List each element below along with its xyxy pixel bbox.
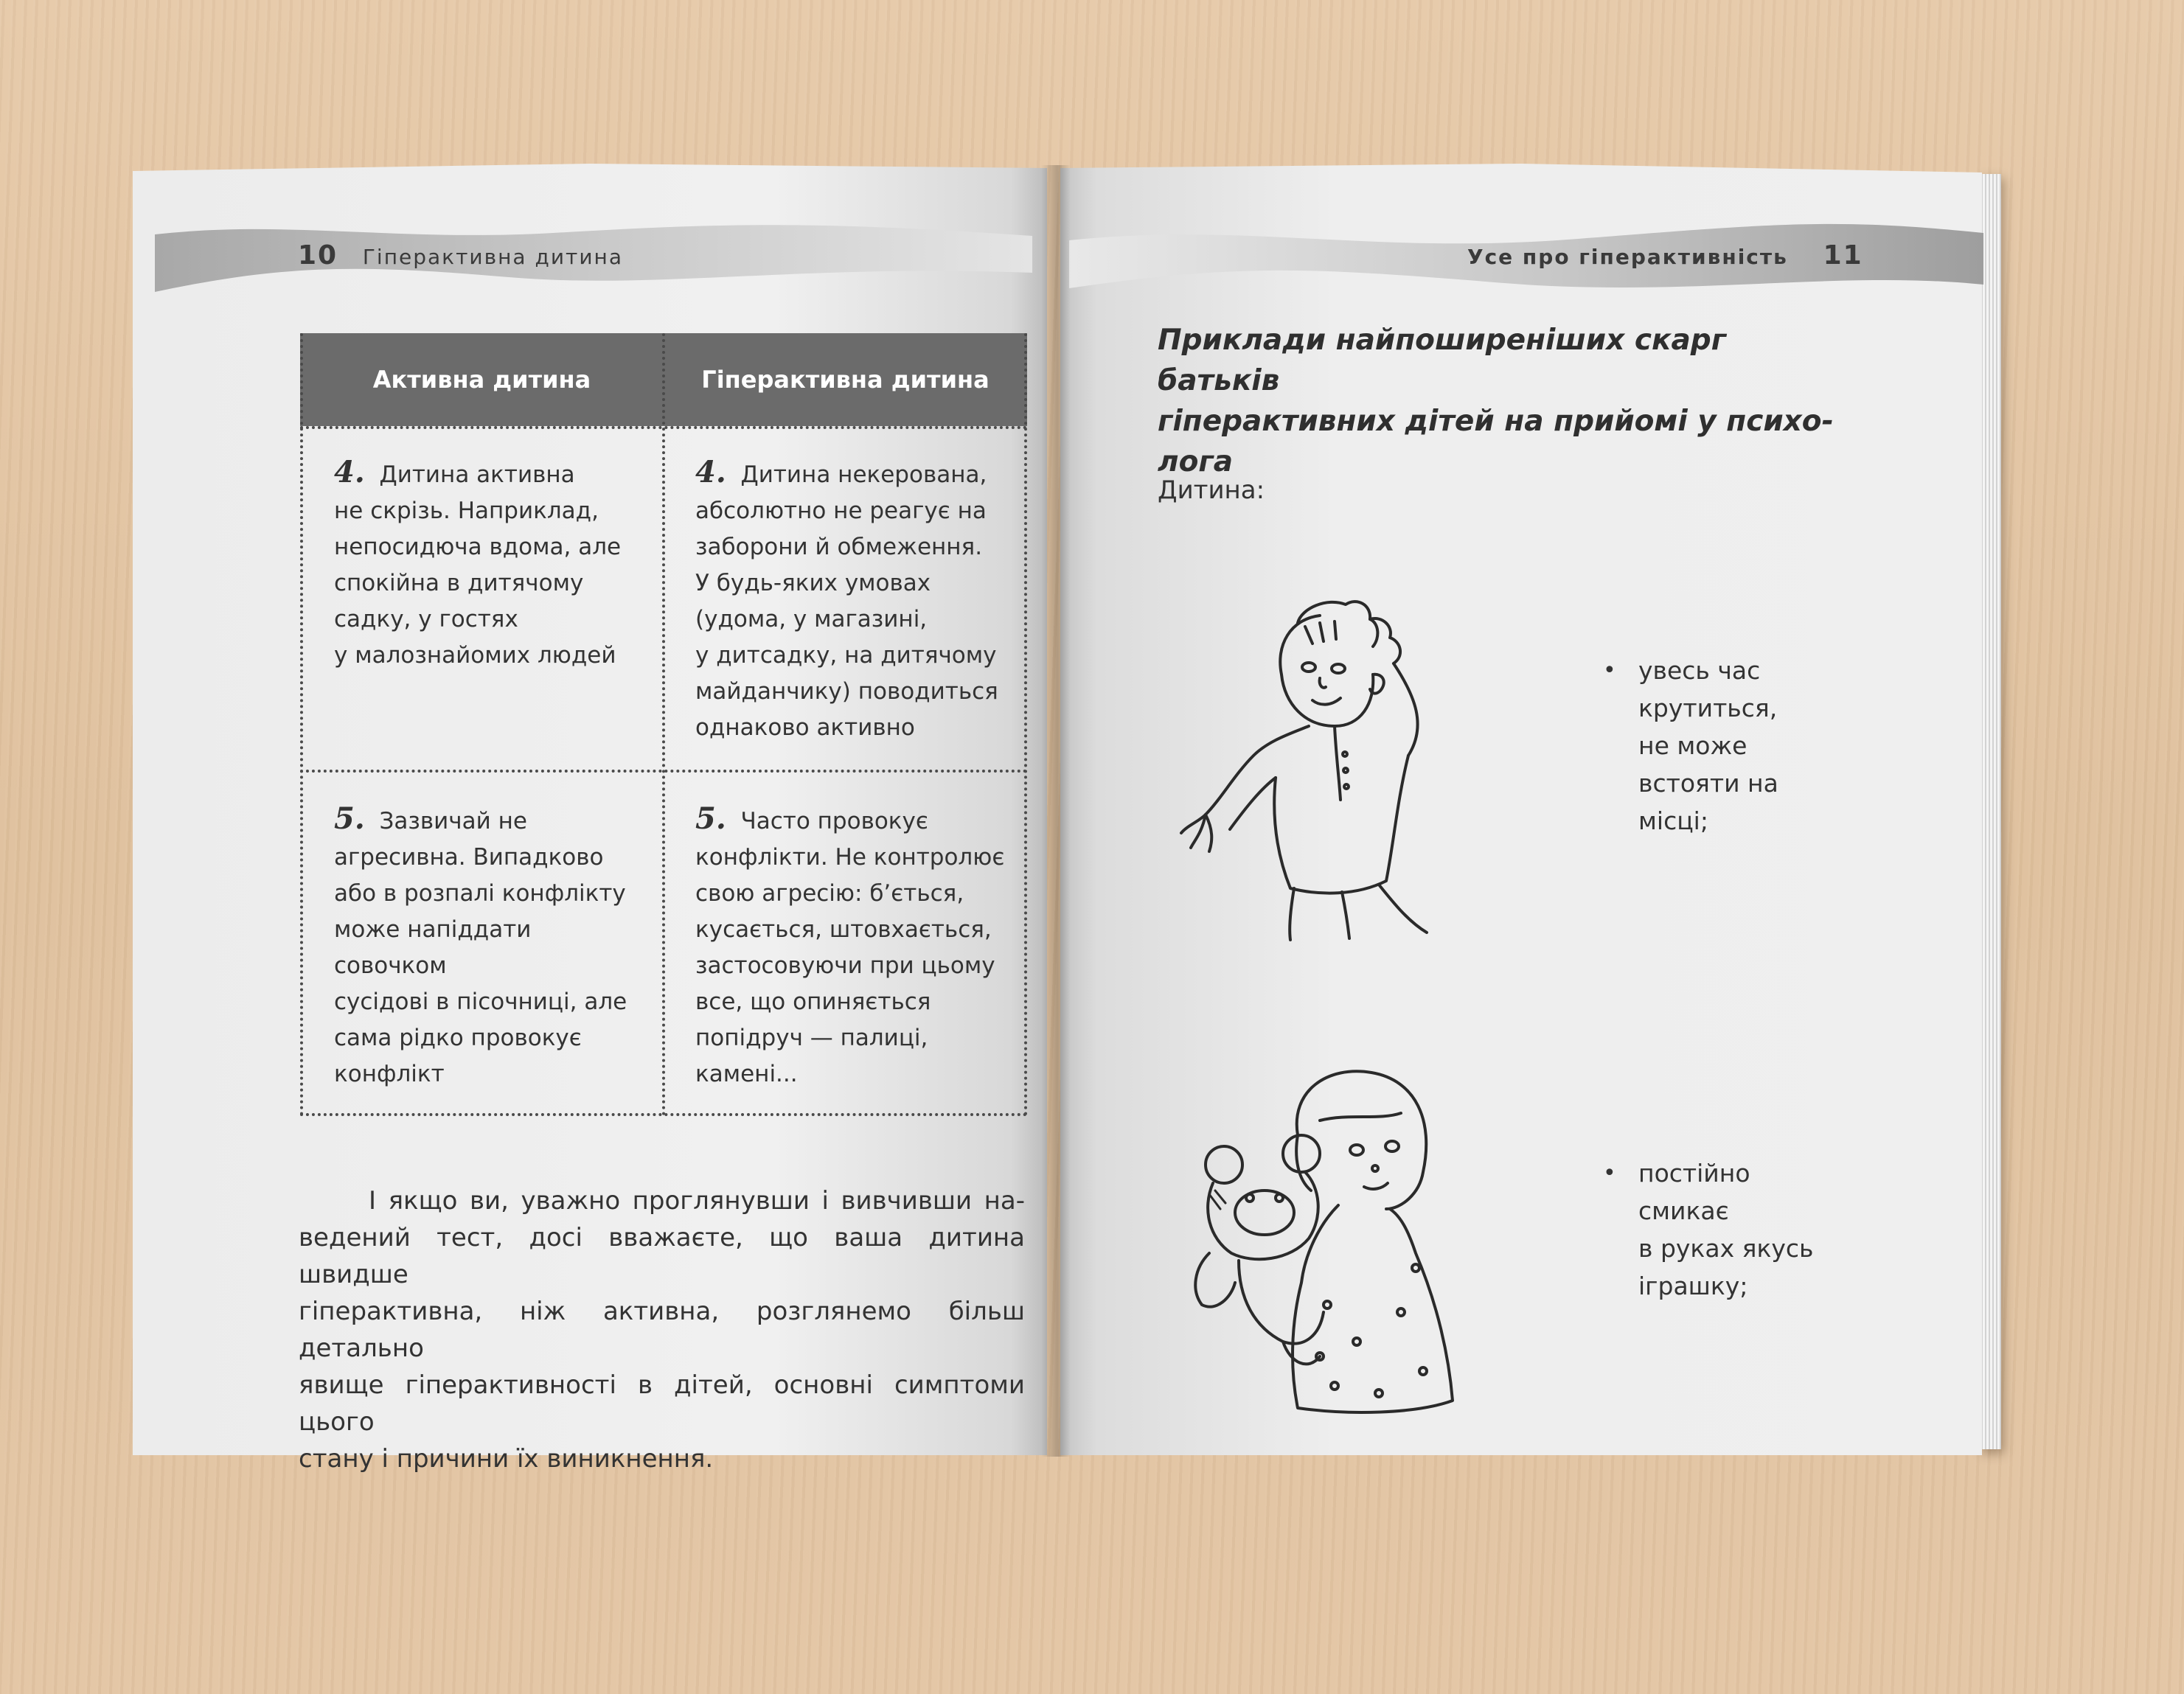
table-cell-hyperactive-5 — [695, 801, 1012, 1092]
bullet-line: крутиться, — [1638, 694, 1778, 722]
cell-line: не скрізь. Наприклад, — [334, 498, 599, 524]
item-number: 5. — [695, 801, 726, 836]
cell-line: Часто провокує — [740, 808, 928, 834]
title-line: Приклади найпоширеніших скарг батьків — [1158, 324, 1727, 397]
item-number: 4. — [695, 455, 726, 489]
bullet-line: постійно — [1638, 1159, 1750, 1188]
cell-line: однаково активно — [695, 714, 915, 741]
bullet-line: іграшку; — [1638, 1272, 1748, 1300]
left-page-header — [298, 240, 623, 271]
bullet-line: в руках якусь — [1638, 1234, 1814, 1263]
bullet-line: увесь час — [1638, 656, 1761, 685]
cell-line: спокійна в дитячому — [334, 570, 584, 596]
girl-with-teddy-illustration — [1180, 1062, 1489, 1423]
subheading-child: Дитина: — [1158, 475, 1265, 505]
table-cell-hyperactive-4 — [695, 454, 1012, 746]
page-stack-edges — [1979, 174, 2001, 1449]
cell-line: Дитина активна — [379, 461, 575, 488]
bullet-icon: • — [1603, 658, 1616, 683]
table-divider — [662, 333, 665, 1116]
bullet-line: не може — [1638, 731, 1747, 760]
right-page-header — [1467, 240, 1863, 271]
cell-line: або в розпалі конфлікту — [334, 880, 626, 907]
cell-line: непосидюча вдома, але — [334, 534, 622, 560]
cell-line: у малознайомих людей — [334, 642, 616, 669]
cell-line: заборони й обмеження. — [695, 534, 983, 560]
bullet-line: встояти на — [1638, 769, 1778, 798]
cell-line: конфлікти. Не контролює — [695, 844, 1005, 871]
paragraph-line: гіперактивна, ніж активна, розглянемо більш детально — [299, 1297, 1025, 1363]
cell-line: (удома, у магазині, — [695, 606, 928, 632]
left-page-number: 10 — [298, 240, 338, 271]
left-header-title: Гіперактивна дитина — [362, 245, 623, 269]
cell-line: може напіддати совочком — [334, 916, 532, 979]
cell-line: застосовуючи при цьому — [695, 952, 995, 979]
paragraph-line: явище гіперактивності в дітей, основні симптоми цього — [299, 1370, 1025, 1437]
cell-line: агресивна. Випадково — [334, 844, 604, 871]
title-line: гіперактивних дітей на прийомі у психо- — [1158, 405, 1834, 438]
table-divider — [300, 333, 303, 1116]
table-cell-active-4 — [334, 454, 644, 674]
bullet-line: місці; — [1638, 806, 1708, 835]
cell-line: сама рідко провокує — [334, 1025, 582, 1051]
cell-line: все, що опиняється — [695, 989, 931, 1015]
cell-line: попідруч — палиці, — [695, 1025, 928, 1051]
cell-line: Дитина некерована, — [740, 461, 987, 488]
paragraph-line: стану і причини їх виникнення. — [299, 1444, 714, 1474]
table-divider — [1024, 333, 1027, 1116]
table-header-hyperactive: Гіперактивна дитина — [701, 366, 990, 394]
comparison-table — [300, 333, 1027, 1116]
cell-line: сусідові в пісочниці, але — [334, 989, 627, 1015]
bullet-line: смикає — [1638, 1196, 1729, 1225]
table-cell-active-5 — [334, 801, 644, 1092]
paragraph-line: ведений тест, досі вважаєте, що ваша дитина швидше — [299, 1223, 1025, 1289]
cell-line: абсолютно не реагує на — [695, 498, 987, 524]
cell-line: У будь-яких умовах — [695, 570, 931, 596]
complaint-bullet-1 — [1603, 652, 1778, 840]
paragraph-line: І якщо ви, уважно проглянувши і вивчивши на- — [369, 1186, 1025, 1216]
table-header-active: Активна дитина — [372, 366, 591, 394]
title-line: лога — [1158, 445, 1234, 478]
cell-line: у дитсадку, на дитячому — [695, 642, 997, 669]
cell-line: майданчику) поводиться — [695, 678, 998, 705]
bullet-icon: • — [1603, 1160, 1616, 1186]
right-header-title: Усе про гіперактивність — [1467, 245, 1788, 269]
cell-line: камені... — [695, 1061, 798, 1087]
cell-line: Зазвичай не — [379, 808, 527, 834]
page-title — [1158, 320, 1836, 482]
cell-line: свою агресію: б’ється, — [695, 880, 964, 907]
item-number: 5. — [334, 801, 365, 836]
cell-line: конфлікт — [334, 1061, 445, 1087]
complaint-bullet-2 — [1603, 1154, 1814, 1305]
book-spine — [1041, 165, 1071, 1457]
boy-illustration — [1172, 586, 1482, 947]
right-page-number: 11 — [1823, 240, 1863, 271]
cell-line: садку, у гостях — [334, 606, 518, 632]
cell-line: кусається, штовхається, — [695, 916, 992, 943]
item-number: 4. — [334, 455, 365, 489]
body-paragraph — [299, 1182, 1025, 1477]
